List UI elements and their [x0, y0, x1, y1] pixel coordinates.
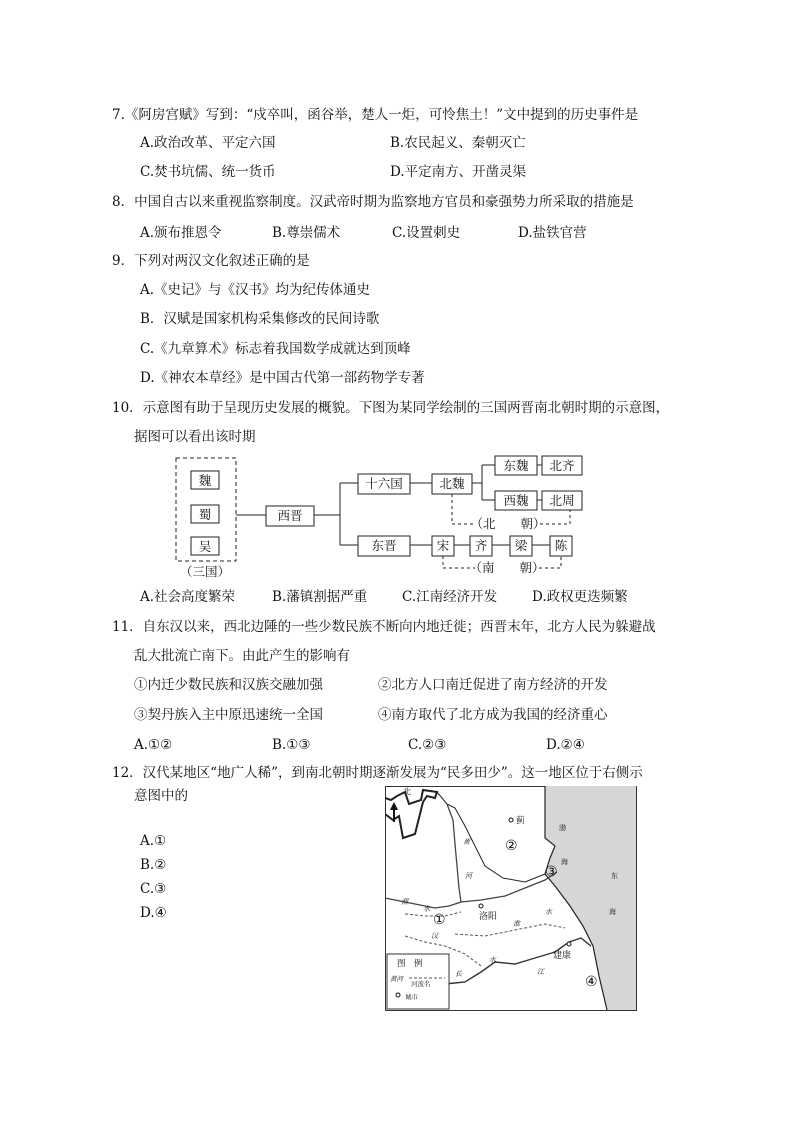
q11-stem-line2: 乱大批流亡南下。由此产生的影响有 — [134, 648, 350, 664]
dynasty-qi: 齐 — [474, 538, 488, 553]
dynasty-shu: 蜀 — [198, 507, 212, 522]
q10-stem-line1: 10．示意图有助于呈现历史发展的概貌。下图为某同学绘制的三国两晋南北朝时期的示意图， — [112, 400, 670, 416]
map-donghai-2: 海 — [609, 908, 616, 916]
dynasty-wei: 魏 — [198, 473, 212, 488]
dynasty-northern-wei: 北魏 — [439, 476, 465, 491]
dynasty-northern-qi: 北齐 — [549, 458, 575, 473]
q12-option-c[interactable]: C.③ — [140, 881, 167, 897]
map-north: 北 — [403, 787, 411, 796]
northern-dynasties-label: （北 朝） — [470, 516, 546, 531]
q8-option-c[interactable]: C.设置刺史 — [392, 225, 461, 241]
q12-stem-line2: 意图中的 — [134, 788, 188, 804]
q10-option-a[interactable]: A.社会高度繁荣 — [140, 589, 236, 605]
q10-option-c[interactable]: C.江南经济开发 — [402, 589, 498, 605]
historical-map — [385, 786, 637, 1012]
dynasty-eastern-jin: 东晋 — [371, 538, 397, 553]
map-bohai-1: 渤 — [559, 824, 566, 832]
q11-option-a[interactable]: A.①② — [134, 737, 173, 753]
southern-dynasties-label: （南 朝） — [469, 560, 545, 575]
map-river-jiang: 江 — [537, 968, 544, 976]
dynasty-western-wei: 西魏 — [503, 493, 529, 508]
dynasty-diagram — [170, 448, 590, 583]
map-marker-3: ③ — [545, 864, 558, 880]
q11-item-4: ④南方取代了北方成为我国的经济重心 — [378, 707, 608, 723]
map-donghai-1: 东 — [611, 872, 618, 880]
q7-option-a[interactable]: A.政治改革、平定六国 — [140, 135, 276, 151]
q9-option-a[interactable]: A.《史记》与《汉书》均为纪传体通史 — [140, 282, 371, 298]
map-river-wei-shui: 水 — [423, 905, 430, 913]
q12-option-a[interactable]: A.① — [140, 833, 167, 849]
q9-stem: 9．下列对两汉文化叙述正确的是 — [112, 253, 310, 269]
q12-stem-line1: 12．汉代某地区“地广人稀”，到南北朝时期逐渐发展为“民多田少”。这一地区位于右侧示 — [112, 765, 643, 781]
q10-option-b[interactable]: B.藩镇割据严重 — [272, 589, 368, 605]
map-marker-4: ④ — [585, 974, 598, 990]
map-legend-city: 城市 — [405, 993, 418, 1001]
map-bohai-2: 海 — [561, 858, 568, 866]
dynasty-wu: 吴 — [198, 539, 212, 554]
map-river-wei: 渭 — [401, 898, 408, 906]
q7-option-b[interactable]: B.农民起义、秦朝灭亡 — [390, 135, 526, 151]
q8-option-d[interactable]: D.盐铁官营 — [518, 225, 587, 241]
q12-option-b[interactable]: B.② — [140, 857, 167, 873]
map-marker-1: ① — [433, 912, 446, 928]
q9-option-b[interactable]: B．汉赋是国家机构采集修改的民间诗歌 — [140, 311, 380, 327]
q11-item-3: ③契丹族入主中原迅速统一全国 — [134, 707, 323, 723]
q7-option-d[interactable]: D.平定南方、开凿灵渠 — [390, 164, 527, 180]
q11-option-b[interactable]: B.①③ — [272, 737, 311, 753]
map-legend-river: 河流名 — [411, 980, 431, 988]
dynasty-western-jin: 西晋 — [277, 508, 303, 523]
three-kingdoms-label: （三国） — [179, 564, 231, 579]
q7-option-c[interactable]: C.焚书坑儒、统一货币 — [140, 164, 276, 180]
map-river-huai: 淮 — [513, 920, 520, 928]
map-river-huai-shui: 水 — [545, 908, 552, 916]
map-river-han: 汉 — [431, 932, 438, 940]
map-river-huang: 黄 — [463, 838, 470, 846]
map-city-jiankang: 建康 — [553, 951, 572, 961]
q8-option-a[interactable]: A.颁布推恩令 — [140, 225, 222, 241]
q7-stem: 7.《阿房宫赋》写到：“戍卒叫，函谷举，楚人一炬，可怜焦土！”文中提到的历史事件是 — [112, 107, 639, 123]
q11-option-c[interactable]: C.②③ — [408, 737, 447, 753]
map-city-ji: 蓟 — [516, 816, 525, 826]
q8-stem: 8．中国自古以来重视监察制度。汉武帝时期为监察地方官员和豪强势力所采取的措施是 — [112, 194, 634, 210]
dynasty-eastern-wei: 东魏 — [503, 458, 529, 473]
map-legend-river-sample: 黄河 — [390, 975, 403, 983]
q11-item-2: ②北方人口南迁促进了南方经济的开发 — [378, 677, 608, 693]
q10-stem-line2: 据图可以看出该时期 — [134, 429, 256, 445]
map-river-chang: 长 — [455, 970, 462, 978]
map-river-he: 河 — [465, 872, 472, 880]
q12-option-d[interactable]: D.④ — [140, 905, 167, 921]
q11-option-d[interactable]: D.②④ — [546, 737, 585, 753]
q9-option-c[interactable]: C.《九章算术》标志着我国数学成就达到顶峰 — [140, 341, 411, 357]
q11-item-1: ①内迁少数民族和汉族交融加强 — [134, 677, 323, 693]
map-river-han-shui: 水 — [489, 956, 496, 964]
map-city-luoyang: 洛阳 — [479, 912, 498, 922]
q8-option-b[interactable]: B.尊崇儒术 — [272, 225, 341, 241]
q10-option-d[interactable]: D.政权更迭频繁 — [532, 589, 628, 605]
q9-option-d[interactable]: D.《神农本草经》是中国古代第一部药物学专著 — [140, 370, 425, 386]
q11-stem-line1: 11．自东汉以来，西北边陲的一些少数民族不断向内地迁徙；西晋末年，北方人民为躲避战 — [112, 619, 656, 635]
dynasty-song: 宋 — [436, 538, 450, 553]
map-marker-2: ② — [505, 838, 518, 854]
dynasty-northern-zhou: 北周 — [549, 493, 575, 508]
dynasty-liang: 梁 — [514, 538, 528, 553]
dynasty-chen: 陈 — [554, 538, 568, 553]
map-legend-title: 图 例 — [397, 959, 423, 969]
dynasty-sixteen-kingdoms: 十六国 — [365, 476, 403, 491]
